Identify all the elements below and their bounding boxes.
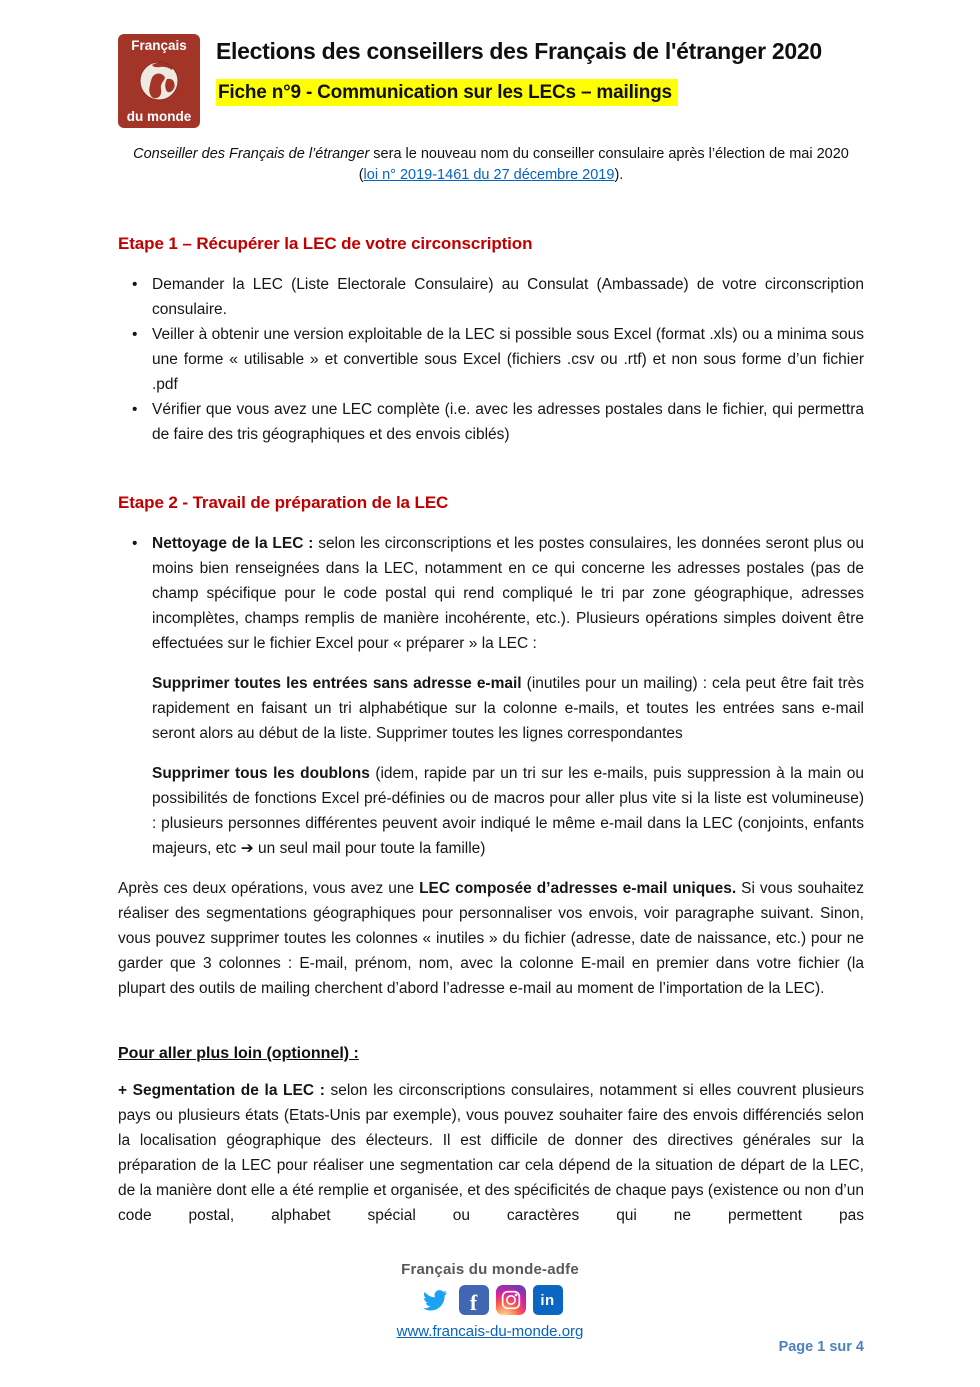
paragraph-lead: + Segmentation de la LEC : — [118, 1082, 325, 1099]
paragraph-lead: Supprimer toutes les entrées sans adresse e-mail — [152, 675, 522, 692]
globe-icon — [134, 55, 184, 108]
paragraph-text: selon les circonscriptions consulaires, notamment si elles couvrent plusieurs pays ou plusieurs états (Etats-Unis par exemple), vous pouvez souhaiter faire des envois différenciés selon la localisation géographique des électeurs. Il est difficile de donner des directives générales sur la préparation de la LEC pour réaliser une segmentation car cela dépend de la situation de départ de la LEC, de la manière dont elle a été remplie et organisée, et des spécificités de chaque pays (existence ou non d’un code postal, alphabet spécial ou caractères qui ne permettent pas — [118, 1082, 864, 1224]
paragraph-supprimer-doublons — [152, 761, 864, 861]
logo-text-top: Français — [131, 38, 187, 53]
francais-du-monde-logo — [118, 34, 200, 128]
etape2-heading: Etape 2 - Travail de préparation de la LEC — [118, 493, 449, 512]
facebook-icon[interactable]: f — [459, 1285, 489, 1315]
list-item: • Veiller à obtenir une version exploitable de la LEC si possible sous Excel (format .xls) ou a minima sous une forme « utilisable » et convertible sous Excel (fichiers .csv ou .rtf) et non sous forme d’un fichier .pdf — [152, 322, 864, 397]
list-item: • Demander la LEC (Liste Electorale Consulaire) au Consulat (Ambassade) de votre circonscription consulaire. — [152, 272, 864, 322]
paragraph-supprimer-entrees — [152, 671, 864, 746]
paragraph-lead: Supprimer tous les doublons — [152, 765, 370, 782]
paragraph-text: Si vous souhaitez réaliser des segmentations géographiques pour personnaliser vos envois, voir paragraphe suivant. Sinon, vous pouvez supprimer toutes les colonnes « inutiles » du fichier (adresse, date de naissance, etc.) pour ne garder que 3 colonnes : E-mail, prénom, nom, avec la colonne E-mail en premier dans votre fichier (la plupart des outils de mailing cherchent d’abord l’adresse e-mail au moment de l’importation de la LEC). — [118, 880, 864, 997]
paragraph-text: Après ces deux opérations, vous avez une — [118, 880, 420, 897]
optionnel-heading: Pour aller plus loin (optionnel) : — [118, 1045, 359, 1062]
law-link-open-paren: ( — [358, 167, 364, 183]
document-title: Elections des conseillers des Français de l'étranger 2020 — [216, 38, 822, 64]
footer-org-name: Français du monde-adfe — [401, 1261, 579, 1278]
document-header — [118, 34, 864, 128]
intro-note — [118, 144, 864, 186]
list-item — [152, 531, 864, 656]
bullet-text: selon les circonscriptions et les postes consulaires, les données seront plus ou moins bien renseignées dans la LEC, notamment en ce qui concerne les adresses postales (pas de champ spécifique pour le code postal qui rend compliqué le tri par zone géographique, adresses incomplètes, champs remplis de manière incohérente, etc.). Plusieurs opérations simples doivent être effectuées sur le fichier Excel pour « préparer » la LEC : — [152, 535, 864, 652]
page-number: Page 1 sur 4 — [778, 1339, 864, 1355]
intro-italic: Conseiller des Français de l’étranger — [133, 146, 370, 162]
law-link[interactable]: loi n° 2019-1461 du 27 décembre 2019 — [363, 167, 615, 183]
list-item: • Vérifier que vous avez une LEC complète (i.e. avec les adresses postales dans le fichier, qui permettra de faire des tris géographiques et des envois ciblés) — [152, 397, 864, 447]
logo-text-bottom: du monde — [126, 108, 192, 124]
law-link-close-paren: ). — [614, 167, 624, 183]
paragraph-text: (inutiles pour un mailing) : cela peut être fait très rapidement en faisant un tri alphabétique sur la colonne e-mails, et toutes les entrées sans e-mail seront alors au début de la liste. Supprimer toutes les lignes correspondantes — [152, 675, 864, 742]
intro-text: sera le nouveau nom du conseiller consulaire après l’élection de mai 2020 — [369, 146, 849, 162]
highlighted-subtitle: Fiche n°9 - Communication sur les LECs – mailings — [216, 79, 678, 106]
etape1-heading: Etape 1 – Récupérer la LEC de votre circonscription — [118, 234, 533, 253]
twitter-icon[interactable] — [418, 1285, 452, 1315]
etape1-list — [118, 272, 864, 447]
document-footer — [0, 1261, 980, 1341]
website-link[interactable]: www.francais-du-monde.org — [396, 1323, 584, 1340]
social-icons-row — [0, 1284, 980, 1316]
paragraph-apres-operations — [118, 876, 864, 1001]
title-block — [216, 34, 822, 104]
bullet-lead: Nettoyage de la LEC : — [152, 535, 314, 552]
document-subtitle — [216, 82, 822, 104]
instagram-icon[interactable] — [496, 1285, 526, 1315]
etape2-list — [118, 531, 864, 656]
linkedin-icon[interactable]: in — [533, 1285, 563, 1315]
paragraph-segmentation — [118, 1078, 864, 1228]
paragraph-text: (idem, rapide par un tri sur les e-mails, puis suppression à la main ou possibilités de fonctions Excel pré-définies ou de macros pour aller plus vite si la liste est volumineuse) : plusieurs personnes différentes peuvent avoir indiqué le même e-mail dans la LEC (conjoints, enfants majeurs, etc ➔ un seul mail pour toute la famille) — [152, 765, 865, 857]
paragraph-bold: LEC composée d’adresses e-mail uniques. — [419, 880, 737, 897]
